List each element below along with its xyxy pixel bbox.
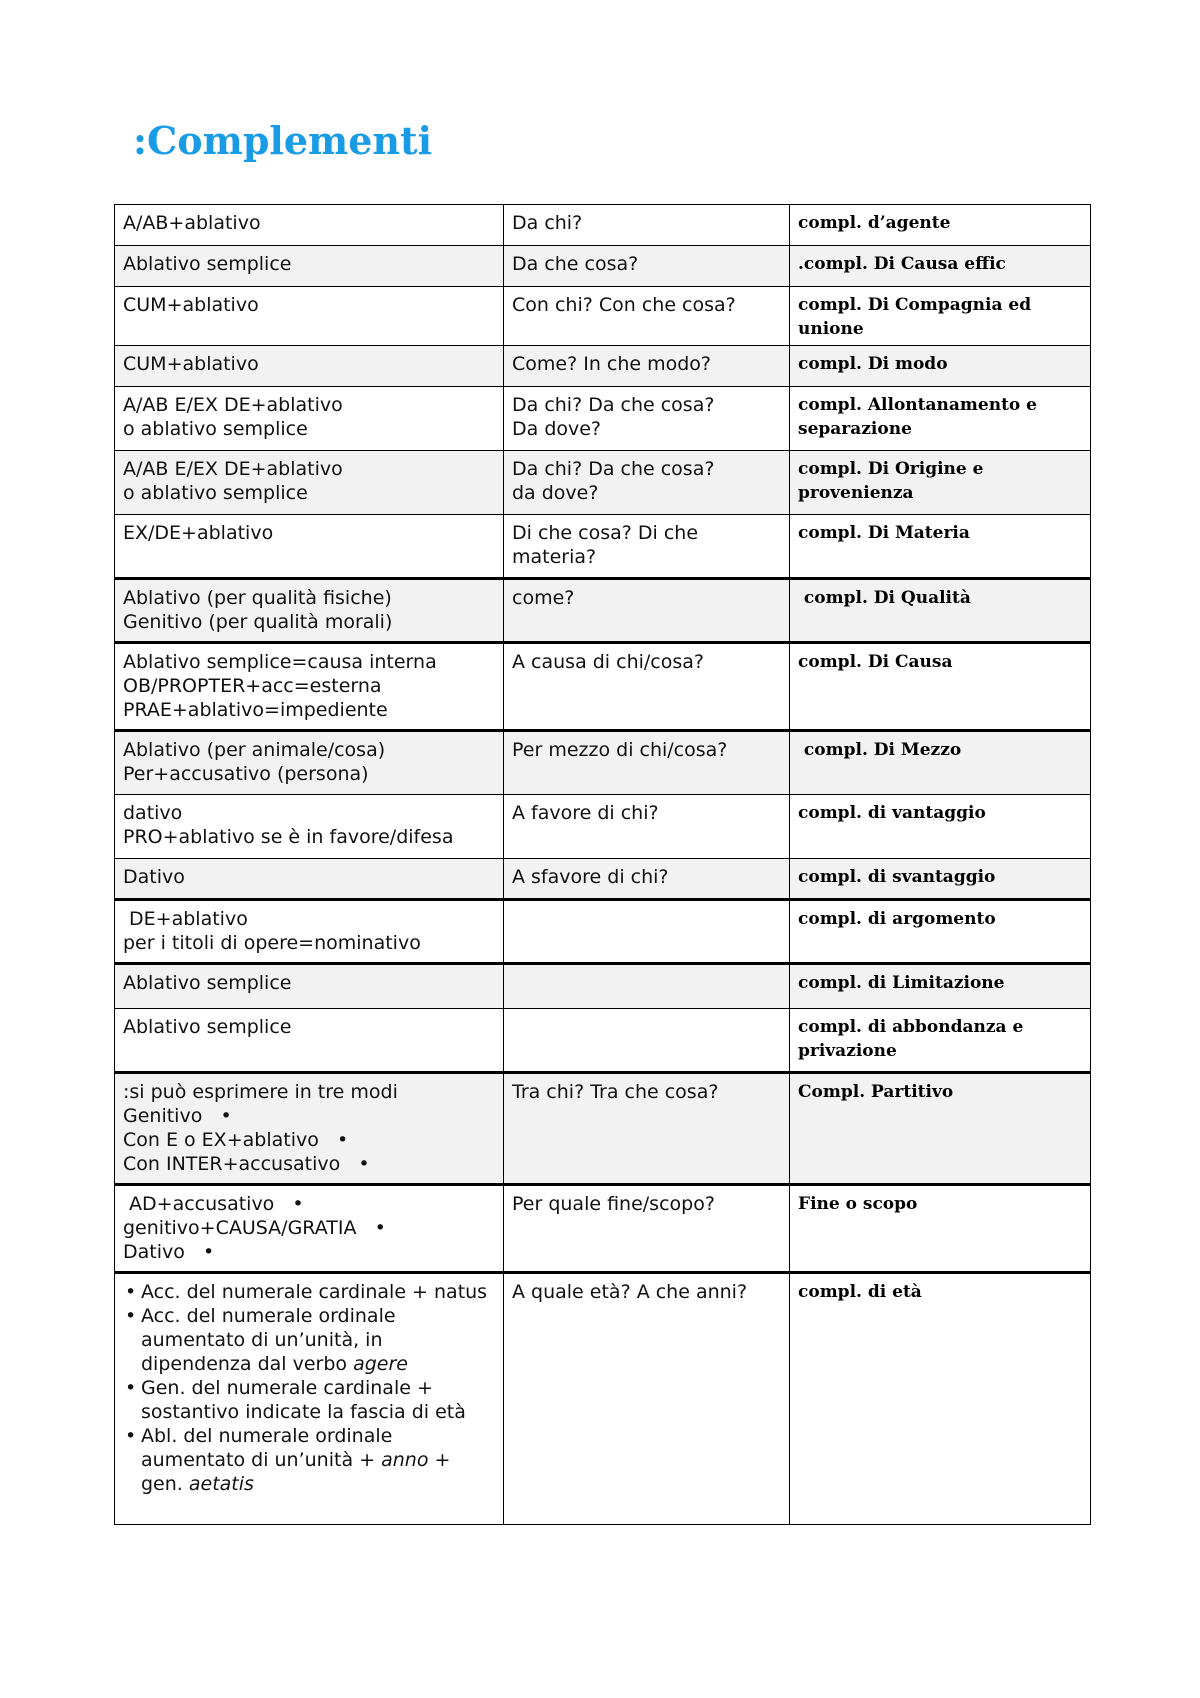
cell-text: CUM+ablativo bbox=[123, 294, 259, 316]
complement-cell bbox=[790, 1073, 1091, 1185]
question-cell bbox=[504, 1073, 790, 1185]
cell-text: A sfavore di chi? bbox=[512, 866, 669, 888]
cell-text: .compl. Di Causa effic bbox=[798, 254, 1006, 274]
cell-text: privazione bbox=[798, 1041, 897, 1061]
cell-text: PRAE+ablativo=impediente bbox=[123, 699, 388, 721]
cell-text: compl. Di Causa bbox=[798, 652, 953, 672]
table-row bbox=[115, 1073, 1091, 1185]
cell-text: per i titoli di opere=nominativo bbox=[123, 932, 421, 954]
construct-cell bbox=[115, 964, 504, 1009]
table-row bbox=[115, 246, 1091, 287]
construct-cell bbox=[115, 731, 504, 795]
cell-text: A favore di chi? bbox=[512, 802, 659, 824]
complementi-table bbox=[114, 204, 1091, 1525]
cell-text: Per mezzo di chi/cosa? bbox=[512, 739, 728, 761]
construct-cell bbox=[115, 859, 504, 900]
cell-text: Con E o EX+ablativo • bbox=[123, 1129, 349, 1151]
age-bullet-list bbox=[123, 1280, 495, 1496]
construct-cell bbox=[115, 795, 504, 859]
question-cell bbox=[504, 1273, 790, 1525]
table-row bbox=[115, 859, 1091, 900]
cell-text: Dativo • bbox=[123, 1241, 215, 1263]
cell-text: dativo bbox=[123, 802, 183, 824]
question-cell bbox=[504, 515, 790, 579]
cell-text: Genitivo • bbox=[123, 1105, 232, 1127]
cell-text: Per+accusativo (persona) bbox=[123, 763, 369, 785]
cell-text: A causa di chi/cosa? bbox=[512, 651, 704, 673]
table-row bbox=[115, 1009, 1091, 1073]
cell-text: compl. di svantaggio bbox=[798, 867, 996, 887]
cell-text: compl. di età bbox=[798, 1282, 922, 1302]
table-row bbox=[115, 1273, 1091, 1525]
question-cell bbox=[504, 451, 790, 515]
cell-text: compl. Allontanamento e bbox=[798, 395, 1037, 415]
cell-text: Da chi? Da che cosa? bbox=[512, 458, 715, 480]
construct-cell bbox=[115, 1185, 504, 1273]
question-cell bbox=[504, 964, 790, 1009]
question-cell bbox=[504, 287, 790, 346]
page-title: :Complementi bbox=[133, 118, 433, 163]
construct-cell bbox=[115, 1273, 504, 1525]
list-item: • Acc. del numerale cardinale + natus bbox=[141, 1280, 495, 1304]
question-cell bbox=[504, 643, 790, 731]
table-row bbox=[115, 287, 1091, 346]
complement-cell bbox=[790, 964, 1091, 1009]
complement-cell bbox=[790, 859, 1091, 900]
construct-cell bbox=[115, 1073, 504, 1185]
cell-text: Fine o scopo bbox=[798, 1194, 918, 1214]
table-row bbox=[115, 900, 1091, 964]
cell-text: Ablativo semplice=causa interna bbox=[123, 651, 437, 673]
cell-text: separazione bbox=[798, 419, 912, 439]
cell-text: PRO+ablativo se è in favore/difesa bbox=[123, 826, 454, 848]
cell-text: Ablativo semplice bbox=[123, 972, 292, 994]
cell-text: compl. Di Compagnia ed unione bbox=[798, 295, 1043, 339]
list-item: • Acc. del numerale ordinale aumentato di un’unità, in dipendenza dal verbo agere bbox=[141, 1304, 495, 1376]
cell-text: materia? bbox=[512, 546, 597, 568]
cell-text: come? bbox=[512, 587, 575, 609]
question-cell bbox=[504, 900, 790, 964]
question-cell bbox=[504, 1009, 790, 1073]
table-row bbox=[115, 205, 1091, 246]
complement-cell bbox=[790, 287, 1091, 346]
cell-text: Di che cosa? Di che bbox=[512, 522, 699, 544]
construct-cell bbox=[115, 1009, 504, 1073]
cell-text: Da che cosa? bbox=[512, 253, 639, 275]
cell-text: A/AB+ablativo bbox=[123, 212, 261, 234]
complement-cell bbox=[790, 515, 1091, 579]
cell-text: Da dove? bbox=[512, 418, 602, 440]
cell-text: compl. di vantaggio bbox=[798, 803, 986, 823]
table-row bbox=[115, 643, 1091, 731]
complement-cell bbox=[790, 387, 1091, 451]
construct-cell bbox=[115, 515, 504, 579]
table-row bbox=[115, 515, 1091, 579]
table-row bbox=[115, 346, 1091, 387]
cell-text: A/AB E/EX DE+ablativo bbox=[123, 458, 343, 480]
table-row bbox=[115, 387, 1091, 451]
cell-text: Con INTER+accusativo • bbox=[123, 1153, 370, 1175]
cell-text: o ablativo semplice bbox=[123, 482, 308, 504]
cell-text: compl. Di Origine e provenienza bbox=[798, 459, 990, 503]
cell-text: Ablativo semplice bbox=[123, 253, 292, 275]
construct-cell bbox=[115, 287, 504, 346]
cell-text: Compl. Partitivo bbox=[798, 1082, 954, 1102]
complement-cell bbox=[790, 1009, 1091, 1073]
table-row bbox=[115, 579, 1091, 643]
complement-cell bbox=[790, 451, 1091, 515]
table-row bbox=[115, 964, 1091, 1009]
complement-cell bbox=[790, 731, 1091, 795]
complement-cell bbox=[790, 900, 1091, 964]
cell-text: genitivo+CAUSA/GRATIA • bbox=[123, 1217, 386, 1239]
cell-text: DE+ablativo bbox=[123, 908, 248, 930]
question-cell bbox=[504, 731, 790, 795]
cell-text: Dativo bbox=[123, 866, 185, 888]
construct-cell bbox=[115, 451, 504, 515]
complement-cell bbox=[790, 795, 1091, 859]
table-row bbox=[115, 451, 1091, 515]
cell-text: Da chi? Da che cosa? bbox=[512, 394, 715, 416]
cell-text: compl. di Limitazione bbox=[798, 973, 1005, 993]
cell-text: CUM+ablativo bbox=[123, 353, 259, 375]
table-row bbox=[115, 731, 1091, 795]
question-cell bbox=[504, 205, 790, 246]
question-cell bbox=[504, 579, 790, 643]
complement-cell bbox=[790, 1273, 1091, 1525]
cell-text: A/AB E/EX DE+ablativo bbox=[123, 394, 343, 416]
complement-cell bbox=[790, 1185, 1091, 1273]
table-row bbox=[115, 795, 1091, 859]
question-cell bbox=[504, 346, 790, 387]
construct-cell bbox=[115, 643, 504, 731]
construct-cell bbox=[115, 205, 504, 246]
question-cell bbox=[504, 1185, 790, 1273]
cell-text: Genitivo (per qualità morali) bbox=[123, 611, 393, 633]
cell-text: compl. Di Mezzo bbox=[798, 740, 962, 760]
complement-cell bbox=[790, 246, 1091, 287]
cell-text: :si può esprimere in tre modi bbox=[123, 1081, 398, 1103]
complement-cell bbox=[790, 346, 1091, 387]
cell-text: OB/PROPTER+acc=esterna bbox=[123, 675, 382, 697]
cell-text: Con chi? Con che cosa? bbox=[512, 294, 736, 316]
cell-text: Tra chi? Tra che cosa? bbox=[512, 1081, 719, 1103]
construct-cell bbox=[115, 387, 504, 451]
cell-text: compl. Di Materia bbox=[798, 523, 970, 543]
complement-cell bbox=[790, 579, 1091, 643]
cell-text: o ablativo semplice bbox=[123, 418, 308, 440]
question-cell bbox=[504, 387, 790, 451]
cell-text: Ablativo semplice bbox=[123, 1016, 292, 1038]
table-body bbox=[115, 205, 1091, 1525]
cell-text: compl. di abbondanza e bbox=[798, 1017, 1024, 1037]
construct-cell bbox=[115, 246, 504, 287]
cell-text: compl. d’agente bbox=[798, 213, 951, 233]
cell-text: Per quale fine/scopo? bbox=[512, 1193, 715, 1215]
cell-text: A quale età? A che anni? bbox=[512, 1281, 748, 1303]
complement-cell bbox=[790, 643, 1091, 731]
cell-text: Ablativo (per qualità fisiche) bbox=[123, 587, 392, 609]
cell-text: compl. Di modo bbox=[798, 354, 948, 374]
construct-cell bbox=[115, 900, 504, 964]
cell-text: Da chi? bbox=[512, 212, 583, 234]
table-row bbox=[115, 1185, 1091, 1273]
question-cell bbox=[504, 795, 790, 859]
cell-text: da dove? bbox=[512, 482, 599, 504]
cell-text: EX/DE+ablativo bbox=[123, 522, 274, 544]
construct-cell bbox=[115, 579, 504, 643]
question-cell bbox=[504, 246, 790, 287]
question-cell bbox=[504, 859, 790, 900]
complement-cell bbox=[790, 205, 1091, 246]
construct-cell bbox=[115, 346, 504, 387]
cell-text: AD+accusativo • bbox=[123, 1193, 304, 1215]
cell-text: compl. Di Qualità bbox=[798, 588, 971, 608]
cell-text: Come? In che modo? bbox=[512, 353, 712, 375]
cell-text: compl. di argomento bbox=[798, 909, 996, 929]
list-item: • Gen. del numerale cardinale + sostantivo indicate la fascia di età bbox=[141, 1376, 495, 1424]
cell-text: Ablativo (per animale/cosa) bbox=[123, 739, 386, 761]
list-item: • Abl. del numerale ordinale aumentato di un’unità + anno + gen. aetatis bbox=[141, 1424, 495, 1496]
